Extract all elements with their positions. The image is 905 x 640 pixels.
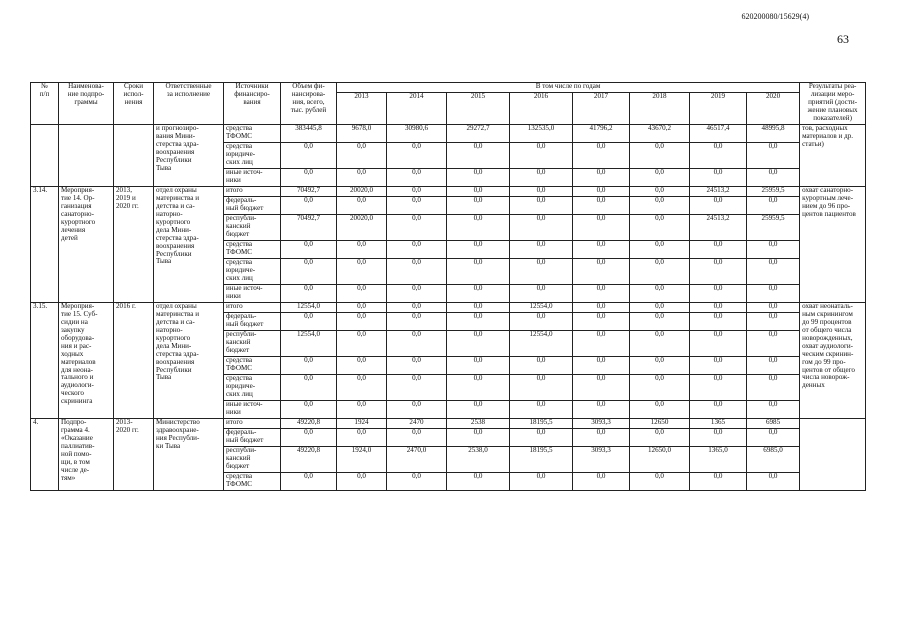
year-value: 0,0	[510, 143, 573, 169]
year-value: 12650	[630, 419, 690, 429]
year-value: 6985	[747, 419, 800, 429]
year-value: 0,0	[337, 401, 387, 419]
header-row	[31, 83, 866, 93]
year-value: 0,0	[337, 169, 387, 187]
year-value: 20020,0	[337, 187, 387, 197]
table-row	[31, 419, 866, 429]
col-header-year: 2013	[337, 93, 387, 125]
funding-source: республи- канский бюджет	[224, 215, 281, 241]
year-value: 2538,0	[447, 447, 510, 473]
year-value: 0,0	[747, 357, 800, 375]
col-header-name: Наименова- ние подпро- граммы	[59, 83, 114, 125]
year-value: 0,0	[747, 473, 800, 491]
funding-total: 0,0	[281, 259, 337, 285]
year-value: 43670,2	[630, 125, 690, 143]
year-value: 0,0	[337, 241, 387, 259]
year-value: 0,0	[573, 215, 630, 241]
year-value: 0,0	[337, 259, 387, 285]
funding-source: средства ТФОМС	[224, 473, 281, 491]
year-value: 0,0	[387, 285, 447, 303]
year-value: 30980,6	[387, 125, 447, 143]
year-value: 0,0	[690, 169, 747, 187]
year-value: 0,0	[690, 331, 747, 357]
year-value: 0,0	[747, 331, 800, 357]
year-value: 2470,0	[387, 447, 447, 473]
funding-source: средства юридиче- ских лиц	[224, 375, 281, 401]
year-value: 0,0	[573, 331, 630, 357]
year-value: 0,0	[337, 313, 387, 331]
year-value: 0,0	[447, 303, 510, 313]
year-value: 0,0	[747, 197, 800, 215]
year-value: 0,0	[387, 313, 447, 331]
year-value: 3093,3	[573, 419, 630, 429]
financing-table	[30, 82, 866, 491]
funding-source: федераль- ный бюджет	[224, 429, 281, 447]
year-value: 0,0	[387, 401, 447, 419]
responsible-party: и прогнозиро- вания Мини- стерства здра- воохранения Республики Тыва	[154, 125, 224, 187]
year-value: 0,0	[387, 241, 447, 259]
col-header-total: Объем фи- нансирова- ния, всего, тыс. рублей	[281, 83, 337, 125]
funding-source: итого	[224, 187, 281, 197]
execution-term	[114, 125, 154, 187]
col-header-result: Результаты реа- лизации меро- приятий (дости- жение плановых показателей)	[800, 83, 866, 125]
year-value: 48995,8	[747, 125, 800, 143]
year-value: 0,0	[337, 197, 387, 215]
year-value: 0,0	[747, 143, 800, 169]
year-value: 18195,5	[510, 447, 573, 473]
funding-source: республи- канский бюджет	[224, 331, 281, 357]
year-value: 0,0	[337, 285, 387, 303]
program-name: Мероприя- тие 14. Ор- ганизация санаторно- курортного лечения детей	[59, 187, 114, 303]
year-value: 0,0	[630, 259, 690, 285]
responsible-party: Министерство здравоохране- ния Республи- ки Тыва	[154, 419, 224, 491]
year-value: 0,0	[510, 429, 573, 447]
year-value: 0,0	[747, 313, 800, 331]
result-text: тов, расходных материалов и др. статьи)	[800, 125, 866, 187]
execution-term: 2016 г.	[114, 303, 154, 419]
year-value: 0,0	[630, 241, 690, 259]
funding-total: 0,0	[281, 313, 337, 331]
year-value: 2538	[447, 419, 510, 429]
year-value: 0,0	[387, 143, 447, 169]
year-value: 0,0	[747, 303, 800, 313]
year-value: 25959,5	[747, 215, 800, 241]
year-value: 0,0	[630, 375, 690, 401]
execution-term: 2013- 2020 гг.	[114, 419, 154, 491]
year-value: 0,0	[747, 375, 800, 401]
year-value: 0,0	[690, 473, 747, 491]
funding-total: 0,0	[281, 473, 337, 491]
year-value: 0,0	[510, 169, 573, 187]
year-value: 0,0	[337, 375, 387, 401]
year-value: 0,0	[387, 375, 447, 401]
year-value: 1924	[337, 419, 387, 429]
year-value: 0,0	[573, 187, 630, 197]
year-value: 0,0	[573, 285, 630, 303]
funding-total: 0,0	[281, 285, 337, 303]
col-header-year: 2020	[747, 93, 800, 125]
year-value: 0,0	[510, 215, 573, 241]
year-value: 0,0	[573, 401, 630, 419]
year-value: 0,0	[337, 303, 387, 313]
row-number: 3.14.	[31, 187, 59, 303]
year-value: 0,0	[573, 313, 630, 331]
year-value: 0,0	[690, 313, 747, 331]
year-value: 0,0	[747, 429, 800, 447]
table-body	[31, 125, 866, 491]
funding-source: федераль- ный бюджет	[224, 313, 281, 331]
col-header-year: 2017	[573, 93, 630, 125]
year-value: 3093,3	[573, 447, 630, 473]
year-value: 0,0	[630, 429, 690, 447]
year-value: 12554,0	[510, 303, 573, 313]
program-name: Подпро- грамма 4. «Оказание паллиатив- ной помо- щи, в том числе де- тям»	[59, 419, 114, 491]
funding-source: федераль- ный бюджет	[224, 197, 281, 215]
funding-source: иные источ- ники	[224, 285, 281, 303]
table-row	[31, 303, 866, 313]
year-value: 0,0	[387, 215, 447, 241]
year-value: 132535,0	[510, 125, 573, 143]
year-value: 0,0	[510, 357, 573, 375]
year-value: 0,0	[387, 259, 447, 285]
year-value: 0,0	[447, 197, 510, 215]
funding-source: иные источ- ники	[224, 169, 281, 187]
year-value: 25959,5	[747, 187, 800, 197]
year-value: 0,0	[630, 143, 690, 169]
year-value: 0,0	[447, 187, 510, 197]
funding-source: иные источ- ники	[224, 401, 281, 419]
year-value: 41796,2	[573, 125, 630, 143]
funding-source: средства юридиче- ских лиц	[224, 143, 281, 169]
year-value: 2470	[387, 419, 447, 429]
year-value: 0,0	[447, 259, 510, 285]
funding-source: средства юридиче- ских лиц	[224, 259, 281, 285]
year-value: 0,0	[447, 429, 510, 447]
year-value: 0,0	[337, 473, 387, 491]
year-value: 0,0	[447, 143, 510, 169]
year-value: 0,0	[510, 187, 573, 197]
year-value: 0,0	[510, 285, 573, 303]
year-value: 0,0	[573, 143, 630, 169]
year-value: 6985,0	[747, 447, 800, 473]
funding-source: средства ТФОМС	[224, 125, 281, 143]
funding-total: 70492,7	[281, 187, 337, 197]
col-header-year: 2015	[447, 93, 510, 125]
year-value: 0,0	[690, 429, 747, 447]
year-value: 24513,2	[690, 187, 747, 197]
funding-total: 70492,7	[281, 215, 337, 241]
col-header-num: № п/п	[31, 83, 59, 125]
year-value: 0,0	[690, 303, 747, 313]
col-header-term: Сроки испол- нения	[114, 83, 154, 125]
col-header-years-group: В том числе по годам	[337, 83, 800, 93]
year-value: 0,0	[690, 241, 747, 259]
funding-total: 49220,8	[281, 419, 337, 429]
col-header-year: 2019	[690, 93, 747, 125]
year-value: 0,0	[630, 401, 690, 419]
document-id: 620200080/15629(4)	[741, 12, 809, 21]
year-value: 9678,0	[337, 125, 387, 143]
year-value: 0,0	[630, 313, 690, 331]
year-value: 0,0	[337, 429, 387, 447]
year-value: 0,0	[510, 401, 573, 419]
year-value: 0,0	[747, 169, 800, 187]
year-value: 0,0	[690, 143, 747, 169]
col-header-source: Источники финансиро- вания	[224, 83, 281, 125]
year-value: 0,0	[630, 285, 690, 303]
year-value: 0,0	[630, 197, 690, 215]
year-value: 0,0	[447, 241, 510, 259]
year-value: 0,0	[387, 197, 447, 215]
year-value: 0,0	[573, 303, 630, 313]
year-value: 0,0	[690, 259, 747, 285]
year-value: 0,0	[690, 357, 747, 375]
year-value: 0,0	[630, 473, 690, 491]
col-header-year: 2014	[387, 93, 447, 125]
year-value: 0,0	[447, 401, 510, 419]
funding-total: 12554,0	[281, 331, 337, 357]
year-value: 0,0	[630, 169, 690, 187]
year-value: 0,0	[510, 375, 573, 401]
year-value: 0,0	[447, 375, 510, 401]
year-value: 0,0	[510, 241, 573, 259]
year-value: 0,0	[573, 375, 630, 401]
funding-total: 0,0	[281, 241, 337, 259]
funding-total: 0,0	[281, 169, 337, 187]
table-header	[31, 83, 866, 125]
program-name	[59, 125, 114, 187]
year-value: 0,0	[447, 331, 510, 357]
year-value: 0,0	[387, 169, 447, 187]
year-value: 0,0	[447, 357, 510, 375]
funding-source: итого	[224, 303, 281, 313]
funding-source: республи- канский бюджет	[224, 447, 281, 473]
year-value: 0,0	[747, 241, 800, 259]
funding-total: 49220,8	[281, 447, 337, 473]
year-value: 0,0	[337, 331, 387, 357]
funding-total: 0,0	[281, 429, 337, 447]
program-name: Мероприя- тие 15. Суб- сидии на закупку оборудова- ния и рас- ходных материалов для неона- тального и аудиологи- ческого скрининга	[59, 303, 114, 419]
year-value: 0,0	[387, 429, 447, 447]
year-value: 12650,0	[630, 447, 690, 473]
year-value: 0,0	[573, 357, 630, 375]
result-text	[800, 419, 866, 491]
year-value: 0,0	[387, 473, 447, 491]
funding-source: средства ТФОМС	[224, 357, 281, 375]
execution-term: 2013, 2019 и 2020 гг.	[114, 187, 154, 303]
funding-total: 383445,8	[281, 125, 337, 143]
result-text: охват санаторно- курортным лече- нием до 96 про- центов пациентов	[800, 187, 866, 303]
row-number	[31, 125, 59, 187]
funding-total: 0,0	[281, 375, 337, 401]
funding-total: 12554,0	[281, 303, 337, 313]
table-row	[31, 187, 866, 197]
year-value: 29272,7	[447, 125, 510, 143]
year-value: 0,0	[387, 357, 447, 375]
year-value: 0,0	[573, 473, 630, 491]
responsible-party: отдел охраны материнства и детства и са- наторно- курортного дела Мини- стерства здра- воохранения Республики Тыва	[154, 187, 224, 303]
year-value: 0,0	[447, 285, 510, 303]
year-value: 0,0	[387, 187, 447, 197]
year-value: 0,0	[447, 215, 510, 241]
result-text: охват неонаталь- ным скринингом до 99 процентов от общего числа новорожденных, охват аудиологи- ческим скринин- гом до 99 про- центов от общего числа новорож- денных	[800, 303, 866, 419]
year-value: 46517,4	[690, 125, 747, 143]
year-value: 0,0	[630, 187, 690, 197]
year-value: 0,0	[447, 473, 510, 491]
page-number: 63	[837, 32, 849, 46]
table-row	[31, 125, 866, 143]
year-value: 0,0	[630, 303, 690, 313]
year-value: 0,0	[337, 357, 387, 375]
year-value: 1365,0	[690, 447, 747, 473]
year-value: 0,0	[690, 375, 747, 401]
funding-source: итого	[224, 419, 281, 429]
year-value: 0,0	[747, 285, 800, 303]
year-value: 0,0	[387, 303, 447, 313]
row-number: 4.	[31, 419, 59, 491]
funding-total: 0,0	[281, 357, 337, 375]
year-value: 0,0	[387, 331, 447, 357]
year-value: 0,0	[447, 169, 510, 187]
year-value: 0,0	[510, 313, 573, 331]
year-value: 0,0	[510, 473, 573, 491]
funding-source: средства ТФОМС	[224, 241, 281, 259]
col-header-year: 2018	[630, 93, 690, 125]
year-value: 24513,2	[690, 215, 747, 241]
funding-total: 0,0	[281, 143, 337, 169]
year-value: 0,0	[510, 197, 573, 215]
year-value: 0,0	[630, 357, 690, 375]
funding-total: 0,0	[281, 197, 337, 215]
responsible-party: отдел охраны материнства и детства и са- наторно- курортного дела Мини- стерства здра- воохранения Республики Тыва	[154, 303, 224, 419]
year-value: 1365	[690, 419, 747, 429]
year-value: 0,0	[747, 401, 800, 419]
year-value: 0,0	[690, 197, 747, 215]
col-header-year: 2016	[510, 93, 573, 125]
col-header-responsible: Ответственные за исполнение	[154, 83, 224, 125]
year-value: 18195,5	[510, 419, 573, 429]
year-value: 0,0	[337, 143, 387, 169]
funding-total: 0,0	[281, 401, 337, 419]
year-value: 20020,0	[337, 215, 387, 241]
year-value: 0,0	[630, 331, 690, 357]
year-value: 0,0	[573, 429, 630, 447]
year-value: 0,0	[573, 197, 630, 215]
year-value: 12554,0	[510, 331, 573, 357]
year-value: 0,0	[573, 169, 630, 187]
year-value: 0,0	[573, 241, 630, 259]
row-number: 3.15.	[31, 303, 59, 419]
year-value: 0,0	[690, 285, 747, 303]
year-value: 0,0	[510, 259, 573, 285]
year-value: 1924,0	[337, 447, 387, 473]
year-value: 0,0	[447, 313, 510, 331]
year-value: 0,0	[630, 215, 690, 241]
year-value: 0,0	[690, 401, 747, 419]
year-value: 0,0	[747, 259, 800, 285]
year-value: 0,0	[573, 259, 630, 285]
